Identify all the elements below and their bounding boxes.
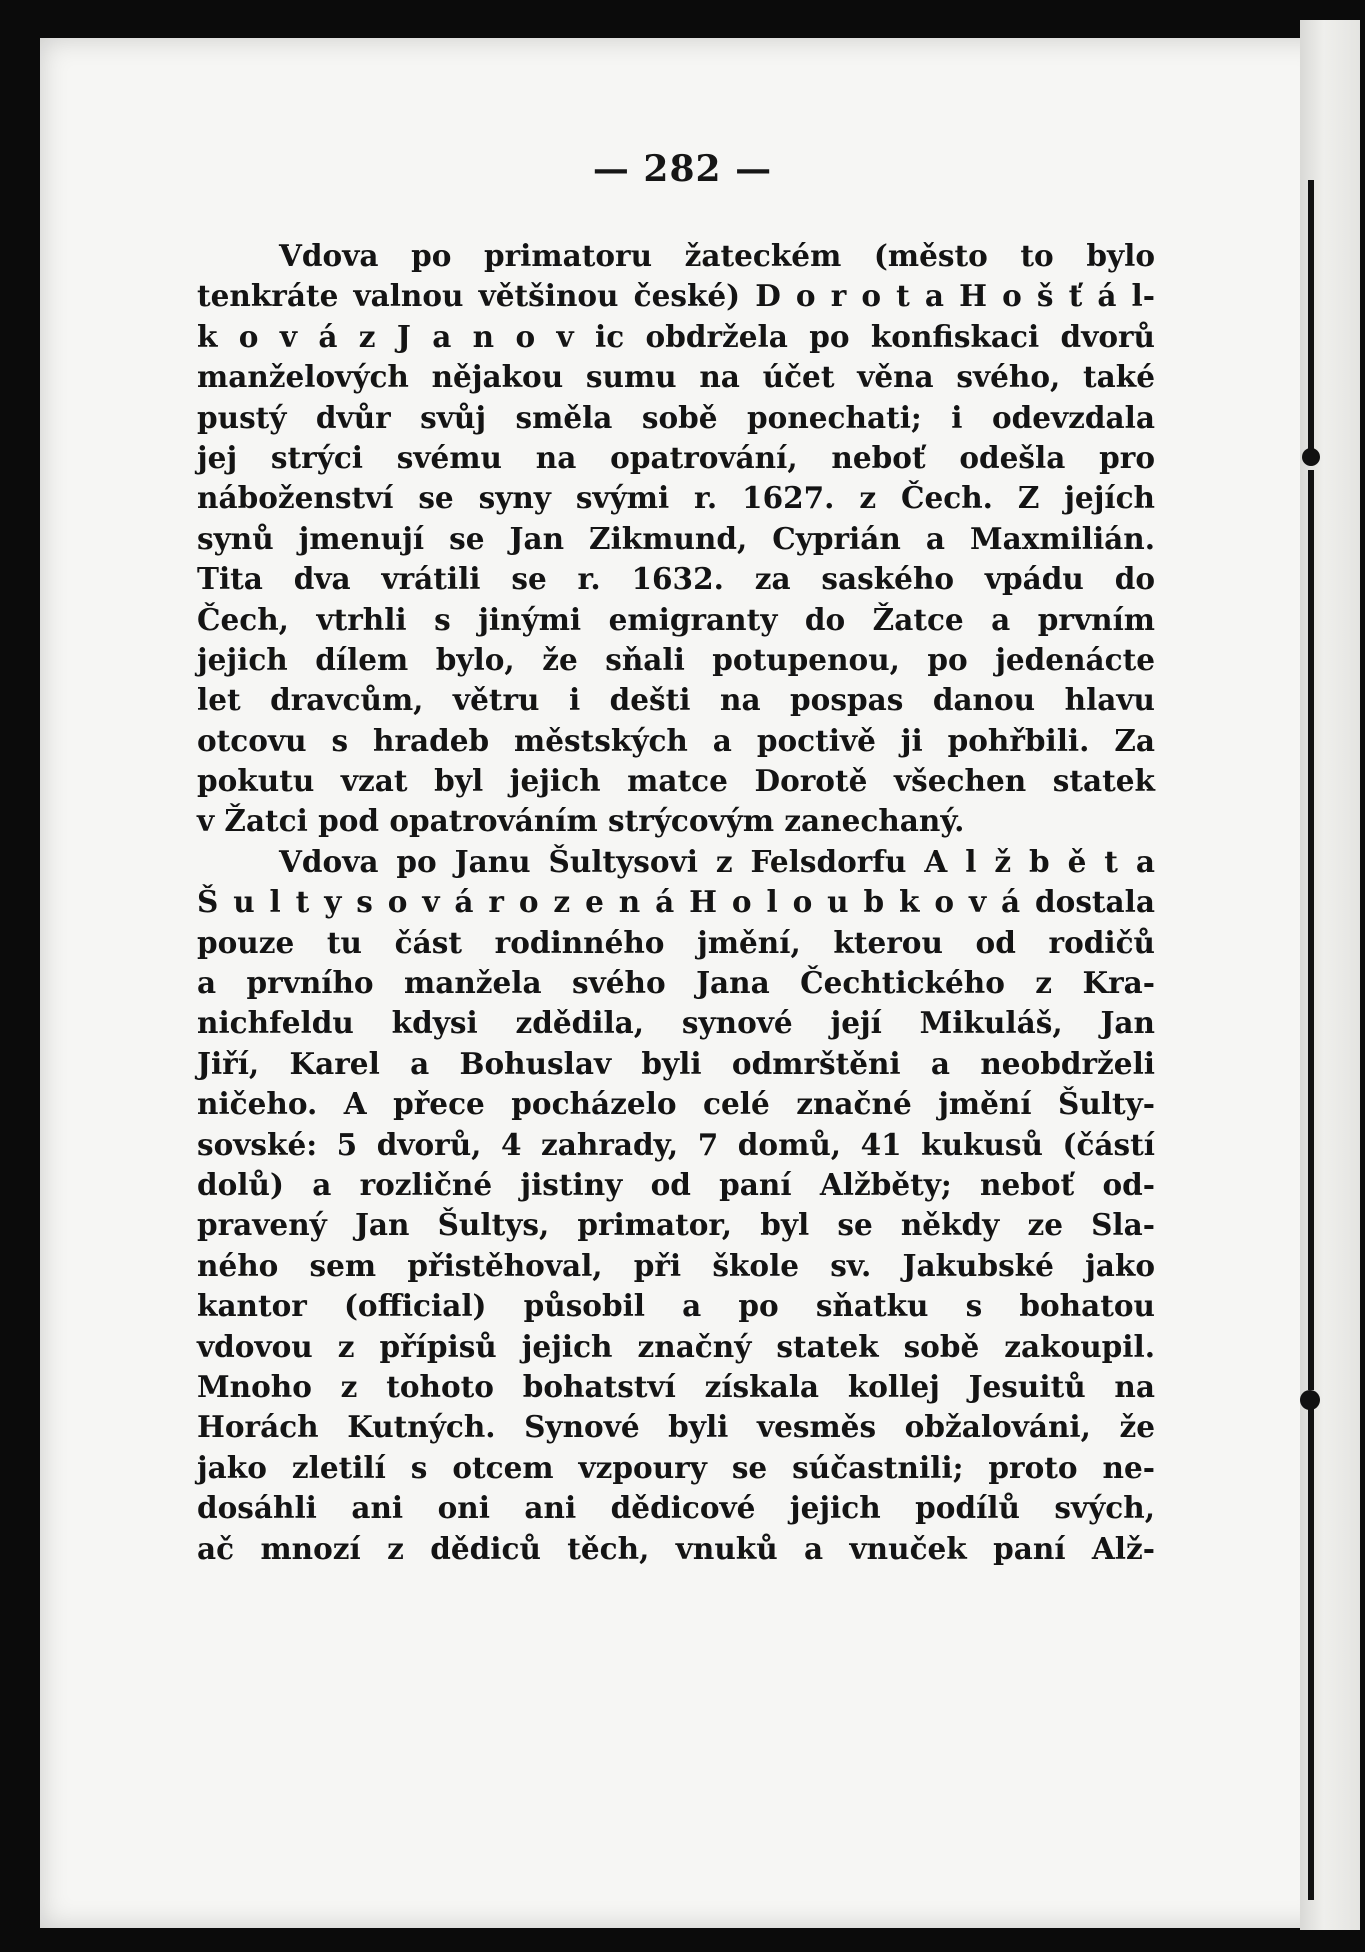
text-line: Jiří, Karel a Bohuslav byli odmrštěni a neobdrželi	[197, 1045, 1155, 1081]
text-line: jej strýci svému na opatrování, neboť odešla pro	[197, 439, 1155, 475]
margin-rule	[1308, 180, 1314, 465]
text-line: pouze tu část rodinného jmění, kterou od rodičů	[197, 924, 1155, 960]
text-line: pokutu vzat byl jejich matce Dorotě všechen statek	[197, 763, 1155, 799]
ink-spot	[1300, 1390, 1320, 1410]
text-line: Tita dva vrátili se r. 1632. za saského vpádu do	[197, 561, 1155, 597]
text-line: kantor (official) působil a po sňatku s bohatou	[197, 1288, 1155, 1324]
text-line: Čech, vtrhli s jinými emigranty do Žatce a prvním	[197, 601, 1155, 637]
text-line: jako zletilí s otcem vzpoury se súčastnili; proto ne-	[197, 1449, 1155, 1485]
text-line: k o v á z J a n o v ic obdržela po konfiskaci dvorů	[197, 318, 1155, 354]
page-number: — 282 —	[592, 148, 773, 190]
text-line: Horách Kutných. Synové byli vesměs obžalováni, že	[197, 1409, 1155, 1445]
text-line: náboženství se syny svými r. 1627. z Čech. Z jejích	[197, 480, 1155, 516]
text-line: Mnoho z tohoto bohatství získala kollej Jesuitů na	[197, 1368, 1155, 1404]
margin-rule	[1308, 470, 1314, 1390]
text-line: dolů) a rozličné jistiny od paní Alžběty; neboť od-	[197, 1166, 1155, 1202]
ink-spot	[1302, 448, 1320, 466]
margin-rule	[1308, 1400, 1314, 1900]
body-text	[197, 236, 1155, 1569]
text-line: v Žatci pod opatrováním strýcovým zanechaný.	[197, 803, 965, 839]
text-line: a prvního manžela svého Jana Čechtického z Kra-	[197, 965, 1155, 1001]
text-line: tenkráte valnou většinou české) D o r o t a H o š ť á l-	[197, 278, 1155, 314]
text-line: dosáhli ani oni ani dědicové jejich podílů svých,	[197, 1490, 1155, 1526]
text-line: manželových nějakou sumu na účet věna svého, také	[197, 359, 1155, 395]
text-line: jejich dílem bylo, že sňali potupenou, po jedenácte	[197, 641, 1155, 677]
text-line: synů jmenují se Jan Zikmund, Cyprián a Maxmilián.	[197, 520, 1155, 556]
text-line: pustý dvůr svůj směla sobě ponechati; i odevzdala	[197, 399, 1155, 435]
text-line: ničeho. A přece pocházelo celé značné jmění Šulty-	[197, 1086, 1155, 1122]
text-line: sovské: 5 dvorů, 4 zahrady, 7 domů, 41 kukusů (částí	[197, 1126, 1155, 1162]
text-line: vdovou z přípisů jejich značný statek sobě zakoupil.	[197, 1328, 1155, 1364]
text-line: ného sem přistěhoval, při škole sv. Jakubské jako	[197, 1247, 1155, 1283]
text-line: pravený Jan Šultys, primator, byl se někdy ze Sla-	[197, 1207, 1155, 1243]
text-line: otcovu s hradeb městských a poctivě ji pohřbili. Za	[197, 722, 1155, 758]
text-line: Vdova po primatoru žateckém (město to bylo	[279, 238, 1155, 273]
text-line: Š u l t y s o v á r o z e n á H o l o u b k o v á dostala	[197, 884, 1155, 920]
text-line: let dravcům, větru i dešti na pospas danou hlavu	[197, 682, 1155, 718]
text-line: nichfeldu kdysi zdědila, synové její Mikuláš, Jan	[197, 1005, 1155, 1041]
text-line: Vdova po Janu Šultysovi z Felsdorfu A l ž b ě t a	[279, 843, 1155, 879]
text-line: ač mnozí z dědiců těch, vnuků a vnuček paní Alž-	[197, 1530, 1155, 1566]
